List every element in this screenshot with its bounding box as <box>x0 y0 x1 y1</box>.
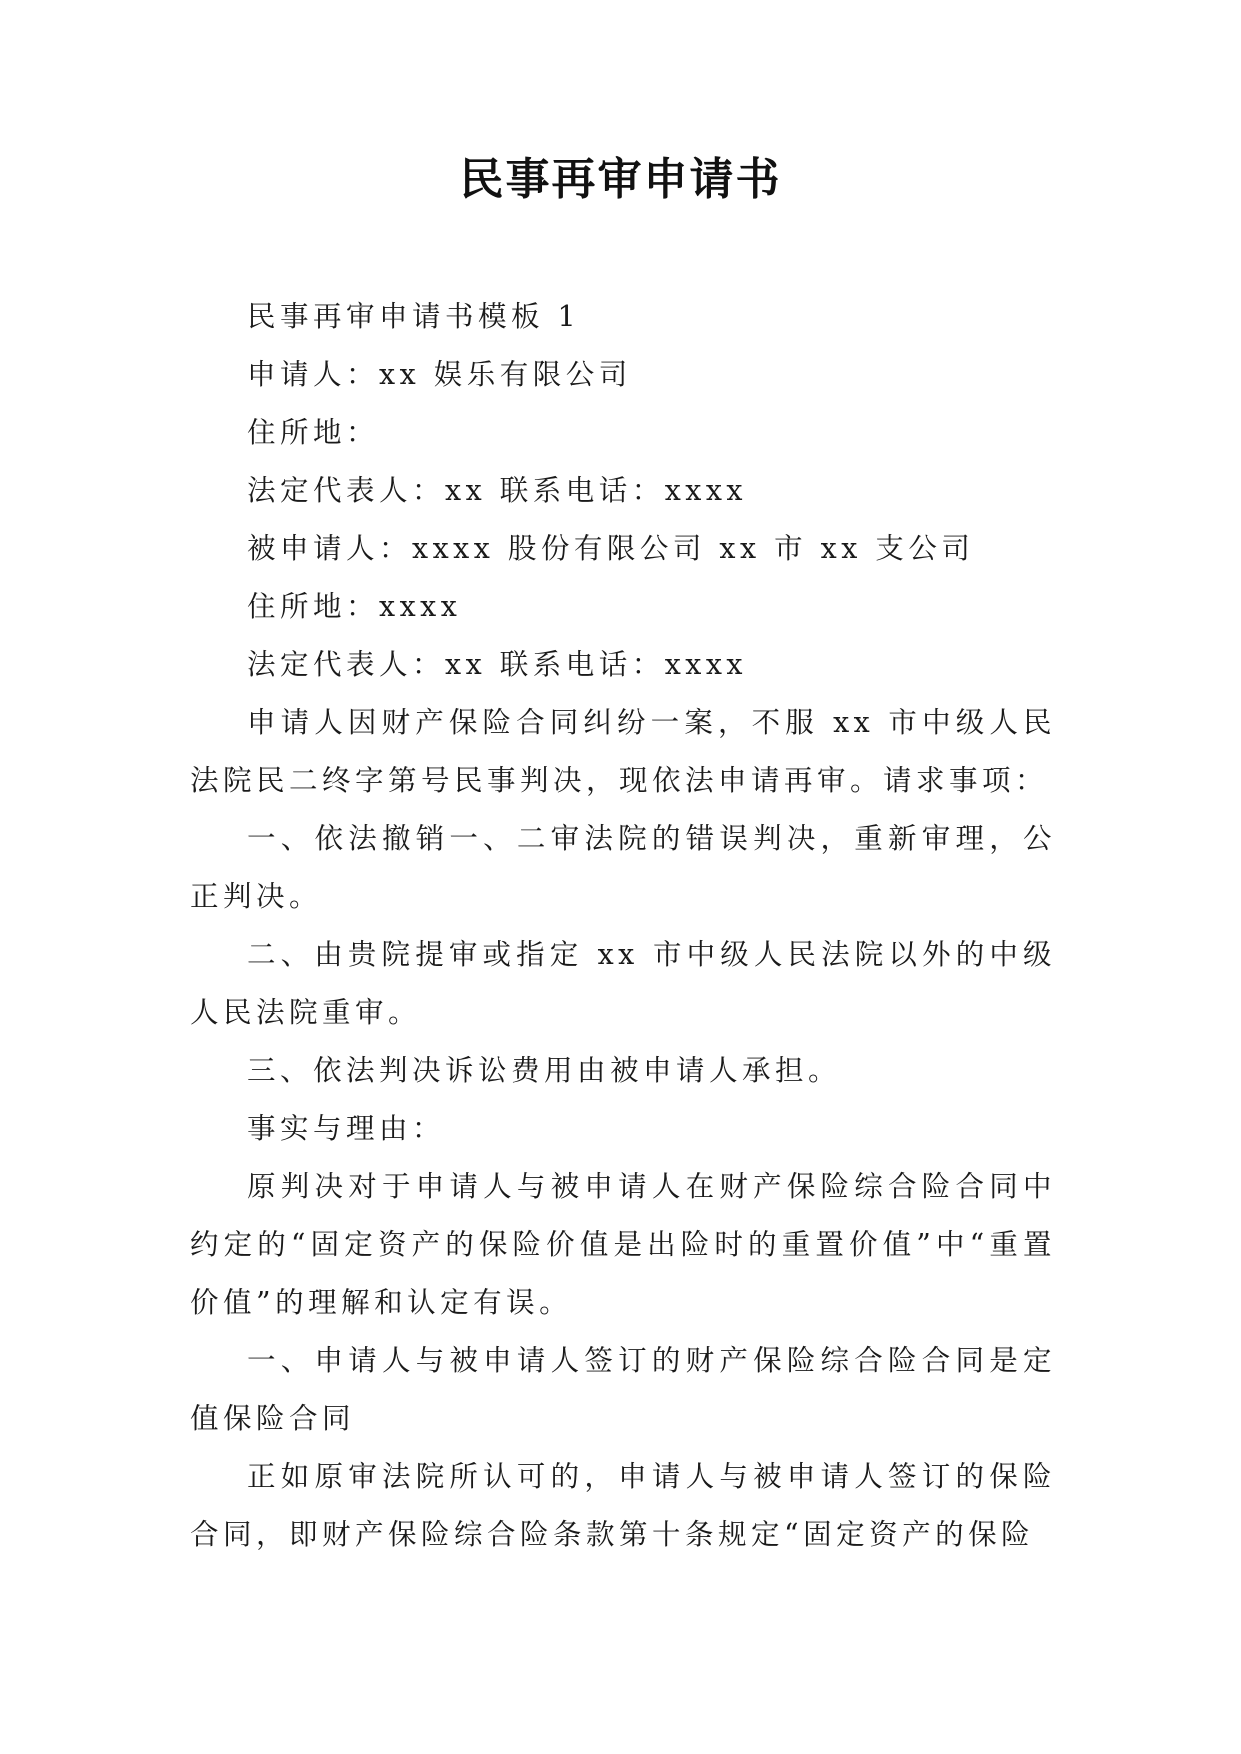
paragraph: 一、申请人与被申请人签订的财产保险综合险合同是定值保险合同 <box>190 1344 1056 1435</box>
paragraph: 住所地：xxxx <box>247 590 462 623</box>
paragraph: 事实与理由： <box>247 1112 446 1145</box>
document-title: 民事再审申请书 <box>459 154 782 205</box>
paragraph: 原判决对于申请人与被申请人在财产保险综合险合同中约定的“固定资产的保险价值是出险时的重置价值”中“重置价值”的理解和认定有误。 <box>190 1170 1056 1319</box>
paragraph: 住所地： <box>247 416 380 449</box>
paragraph: 二、由贵院提审或指定 xx 市中级人民法院以外的中级人民法院重审。 <box>190 938 1056 1029</box>
paragraph: 一、依法撤销一、二审法院的错误判决，重新审理，公正判决。 <box>190 822 1056 913</box>
paragraph: 法定代表人：xx 联系电话：xxxx <box>247 648 747 681</box>
paragraph: 申请人：xx 娱乐有限公司 <box>247 358 632 391</box>
paragraph: 正如原审法院所认可的，申请人与被申请人签订的保险合同，即财产保险综合险条款第十条规定“固定资产的保险 <box>190 1460 1056 1551</box>
paragraph: 民事再审申请书模板 1 <box>247 300 581 333</box>
paragraph: 被申请人：xxxx 股份有限公司 xx 市 xx 支公司 <box>247 532 975 565</box>
paragraph: 法定代表人：xx 联系电话：xxxx <box>247 474 747 507</box>
paragraph: 三、依法判决诉讼费用由被申请人承担。 <box>247 1054 842 1087</box>
document-body <box>190 288 1056 1564</box>
paragraph: 申请人因财产保险合同纠纷一案，不服 xx 市中级人民法院民二终字第号民事判决，现依法申请再审。请求事项： <box>190 706 1056 797</box>
